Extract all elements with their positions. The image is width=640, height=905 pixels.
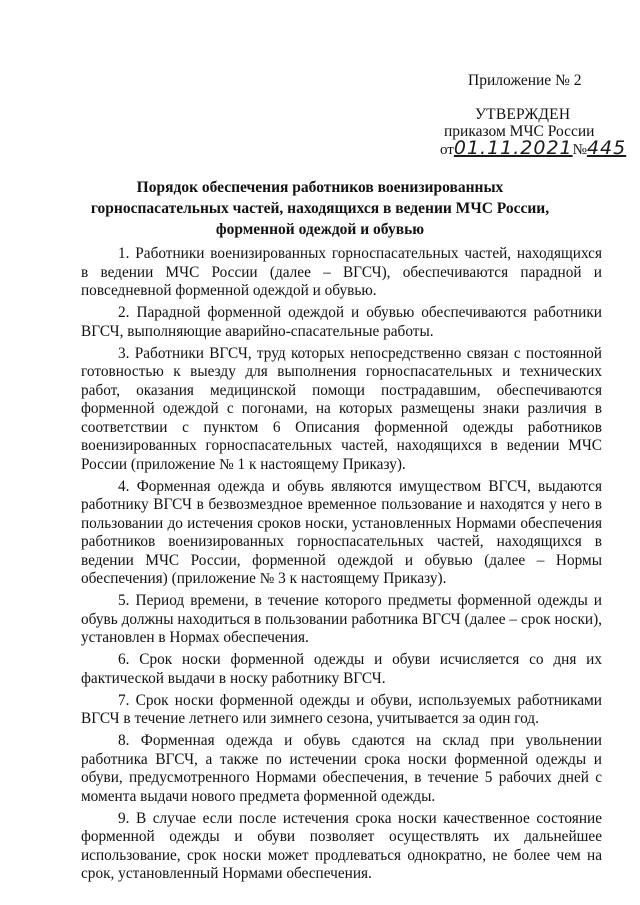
order-number: 445	[586, 137, 627, 159]
order-line: приказом МЧС России	[444, 123, 595, 140]
approved-label: УТВЕРЖДЕН	[475, 106, 571, 123]
order-date: 01.11.2021	[453, 137, 573, 159]
paragraph: 1. Работники военизированных горноспасательных частей, находящихся в ведении МЧС России (далее – ВГСЧ), обеспечиваются парадной и повседневной форменной одеждой и обувью.	[81, 245, 602, 299]
document-body	[81, 245, 602, 887]
paragraph: 2. Парадной форменной одеждой и обувью обеспечиваются работники ВГСЧ, выполняющие аварийно-спасательные работы.	[81, 304, 602, 340]
appendix-label: Приложение № 2	[468, 72, 582, 89]
approval-block	[440, 106, 627, 164]
order-reference	[440, 137, 627, 164]
document-title: Порядок обеспечения работников военизированных горноспасательных частей, находящихся в ведении МЧС России, форменной одеждой и обувью	[90, 179, 550, 238]
date-prefix: от	[440, 142, 454, 158]
paragraph: 6. Срок носки форменной одежды и обуви исчисляется со дня их фактической выдачи в носку работнику ВГСЧ.	[81, 651, 602, 687]
number-prefix: №	[572, 142, 587, 158]
paragraph: 4. Форменная одежда и обувь являются имуществом ВГСЧ, выдаются работнику ВГСЧ в безвозмездное временное пользование и находятся у него в пользовании до истечения сроков носки, установленных Нормами обеспечения работников военизированных горноспасательных частей, находящихся в ведении МЧС России, форменной одеждой и обувью (далее – Нормы обеспечения) (приложение № 3 к настоящему Приказу).	[81, 477, 602, 587]
paragraph: 3. Работники ВГСЧ, труд которых непосредственно связан с постоянной готовностью к выезду для выполнения горноспасательных и технических работ, оказания медицинской помощи пострадавшим, обеспечиваются форменной одеждой с погонами, на которых размещены знаки различия в соответствии с пунктом 6 Описания форменной одежды работников военизированных горноспасательных частей, находящихся в ведении МЧС России (приложение № 1 к настоящему Приказу).	[81, 344, 602, 473]
paragraph: 7. Срок носки форменной одежды и обуви, используемых работниками ВГСЧ в течение летнего или зимнего сезона, учитывается за один год.	[81, 691, 602, 727]
paragraph: 5. Период времени, в течение которого предметы форменной одежды и обувь должны находиться в пользовании работника ВГСЧ (далее – срок носки), установлен в Нормах обеспечения.	[81, 592, 602, 646]
paragraph: 8. Форменная одежда и обувь сдаются на склад при увольнении работника ВГСЧ, а также по истечении срока носки форменной одежды и обуви, предусмотренного Нормами обеспечения, в течение 5 рабочих дней с момента выдачи нового предмета форменной одежды.	[81, 732, 602, 805]
paragraph: 9. В случае если после истечения срока носки качественное состояние форменной одежды и обуви позволяет осуществлять их дальнейшее использование, срок носки может продлеваться однократно, не более чем на срок, установленный Нормами обеспечения.	[81, 809, 602, 882]
